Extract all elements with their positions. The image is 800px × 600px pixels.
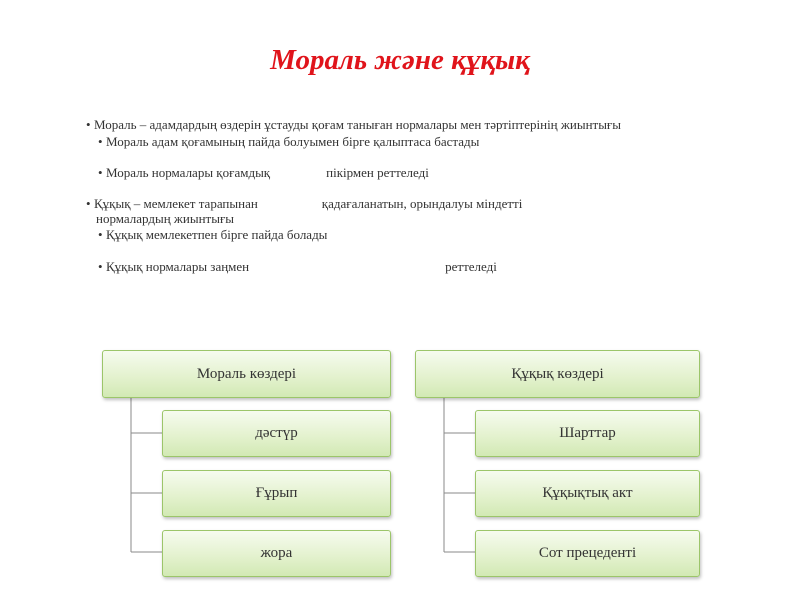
bullet-text: Мораль адам қоғамының пайда болуымен бірге қалыптаса бастады [106,134,480,149]
sub-bullet-law-regulation [98,259,497,274]
bullet-law-definition [86,196,522,211]
bullet-text-continued: реттеледі [445,259,497,274]
bullet-dot-icon: • [98,227,103,242]
bullet-dot-icon: • [86,196,91,211]
bullet-text: Құқық – мемлекет тарапынан [94,196,258,211]
bullet-text: Мораль – адамдардың өздерін ұстауды қоғам танығaн нормалары мен тәртіптерінің жиынтығы [94,117,622,132]
bullet-dot-icon: • [86,117,91,132]
bullet-law-definition-wrap: нормалардың жиынтығы [96,211,235,226]
bullet-dot-icon: • [98,134,103,149]
bullet-morality-definition [86,117,621,132]
law-source-legal-act: Құқықтық акт [475,470,700,517]
morality-source-tradition: дәстүр [162,410,391,457]
sub-bullet-morality-origin [98,134,479,149]
bullet-text: Құқық мемлекетпен бірге пайда болады [106,227,328,242]
bullet-text-continued: пікірмен реттеледі [326,165,429,180]
sub-bullet-morality-regulation [98,165,429,180]
law-source-precedent: Сот прецеденті [475,530,700,577]
bullet-text: Құқық нормалары заңмен [106,259,250,274]
law-sources-header: Құқық көздері [415,350,700,398]
morality-source-custom: Ғұрып [162,470,391,517]
bullet-dot-icon: • [98,259,103,274]
bullet-text-continued: қадағаланатын, орындалуы міндетті [321,196,523,211]
law-source-contracts: Шарттар [475,410,700,457]
sub-bullet-law-origin [98,227,327,242]
morality-sources-header: Мораль көздері [102,350,391,398]
morality-source-rite: жора [162,530,391,577]
bullet-text: Мораль нормалары қоғамдық [106,165,271,180]
slide-title: Мораль және құқық [270,44,530,76]
bullet-dot-icon: • [98,165,103,180]
